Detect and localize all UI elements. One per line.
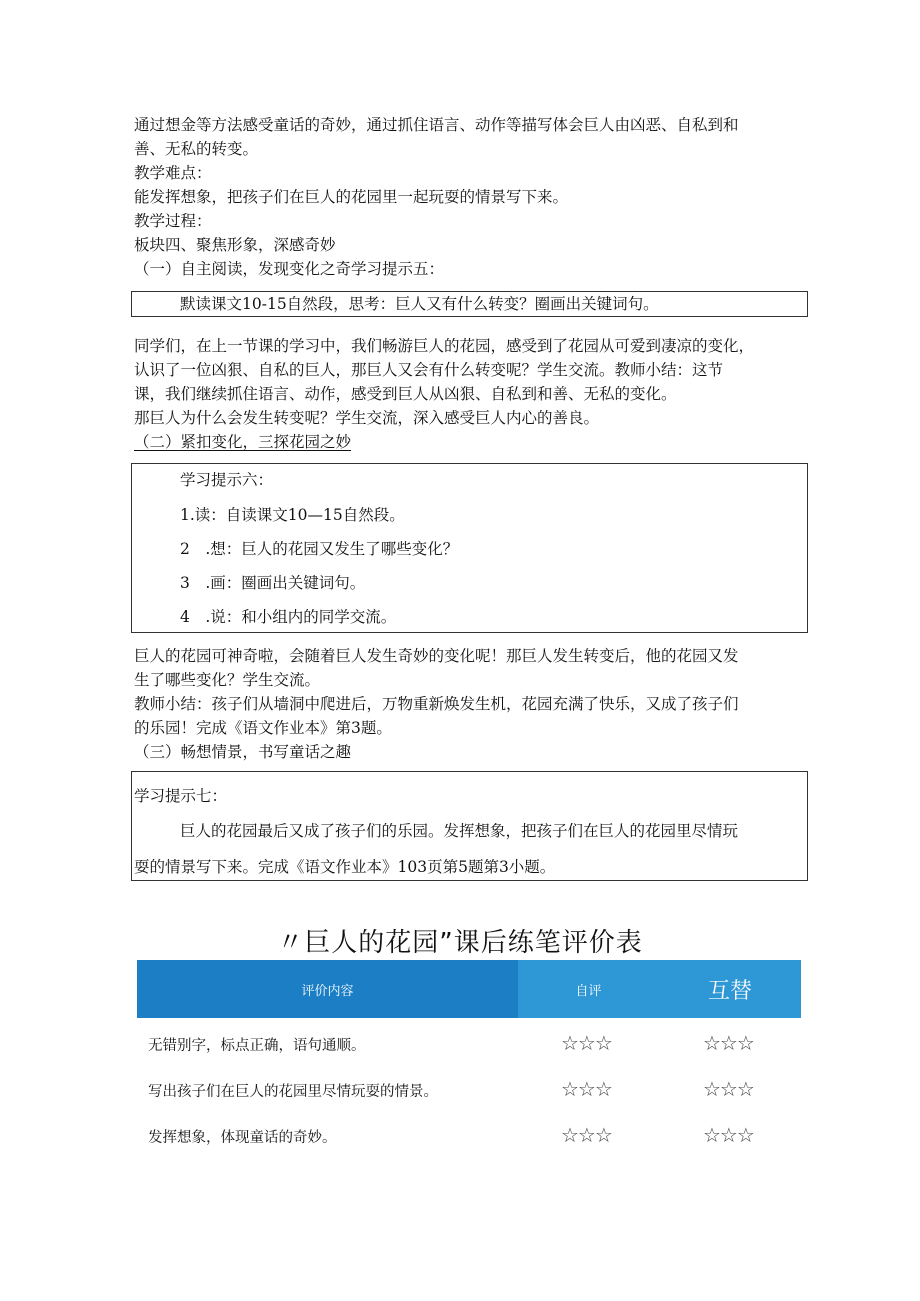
paragraph-1-line-1: 同学们，在上一节课的学习中，我们畅游巨人的花园，感受到了花园从可爱到凄凉的变化， — [134, 337, 755, 355]
table-header-self — [518, 960, 659, 1018]
subsection-3-heading: （三）畅想情景，书写童话之趣 — [134, 743, 352, 761]
table-header-content-label: 评价内容 — [301, 983, 354, 999]
paragraph-3-line-2: 生了哪些变化？学生交流。 — [134, 671, 321, 689]
table-header-self-label: 自评 — [575, 983, 602, 999]
tip-box-5 — [131, 291, 808, 317]
tip-box-7-line-1: 巨人的花园最后又成了孩子们的乐园。发挥想象，把孩子们在巨人的花园里尽情玩 — [180, 822, 739, 840]
tip-box-6-item-3: 3 .画：圈画出关键词句。 — [180, 574, 366, 592]
table-header-peer — [659, 960, 801, 1018]
table-row-3-peer-stars: ☆☆☆ — [703, 1123, 754, 1147]
subsection-1-heading: （一）自主阅读，发现变化之奇学习提示五： — [134, 260, 445, 278]
process-heading: 教学过程： — [134, 212, 212, 230]
paragraph-1-line-3: 课，我们继续抓住语言、动作，感受到巨人从凶狠、自私到和善、无私的变化。 — [134, 385, 677, 403]
tip-box-7-line-2: 耍的情景写下来。完成《语文作业本》103页第5题第3小题。 — [134, 858, 556, 876]
paragraph-2: 那巨人为什么会发生转变呢？学生交流，深入感受巨人内心的善良。 — [134, 409, 600, 427]
difficulty-text: 能发挥想象，把孩子们在巨人的花园里一起玩耍的情景写下来。 — [134, 188, 569, 206]
table-row-2-peer-stars: ☆☆☆ — [703, 1077, 754, 1101]
tip-box-6-item-4: 4 .说：和小组内的同学交流。 — [180, 608, 397, 626]
table-row-3-label: 发挥想象，体现童话的奇妙。 — [148, 1130, 337, 1146]
tip-box-6-title: 学习提示六： — [180, 471, 274, 489]
tip-box-7 — [131, 771, 808, 881]
table-row-1-self-stars: ☆☆☆ — [561, 1031, 612, 1055]
table-row-1-label: 无错别字，标点正确，语句通顺。 — [148, 1038, 366, 1054]
paragraph-1-line-2: 认识了一位凶狠、自私的巨人，那巨人又会有什么转变呢？学生交流。教师小结：这节 — [134, 361, 724, 379]
tip-box-6 — [131, 463, 808, 633]
table-header-peer-label: 互替 — [707, 978, 752, 1004]
section-heading: 板块四、聚焦形象，深感奇妙 — [134, 236, 336, 254]
tip-box-7-title: 学习提示七： — [134, 787, 228, 805]
difficulty-heading: 教学难点： — [134, 164, 212, 182]
table-row-3-self-stars: ☆☆☆ — [561, 1123, 612, 1147]
table-row-1-peer-stars: ☆☆☆ — [703, 1031, 754, 1055]
paragraph-3-line-1: 巨人的花园可神奇啦，会随着巨人发生奇妙的变化呢！那巨人发生转变后，他的花园又发 — [134, 647, 739, 665]
tip-box-6-item-1: 1.读：自读课文10—15自然段。 — [180, 506, 405, 524]
objective-line-2: 善、无私的转变。 — [134, 140, 259, 158]
paragraph-4-line-2: 的乐园！完成《语文作业本》第3题。 — [134, 719, 392, 737]
subsection-2-heading: （二）紧扣变化，三探花园之妙 — [134, 433, 352, 451]
tip-box-5-text: 默读课文10-15自然段，思考：巨人又有什么转变？圈画出关键词句。 — [180, 295, 659, 313]
table-row-2-label: 写出孩子们在巨人的花园里尽情玩耍的情景。 — [148, 1084, 438, 1100]
evaluation-table-title: 〃巨人的花园”课后练笔评价表 — [277, 928, 643, 958]
tip-box-6-item-2: 2 .想：巨人的花园又发生了哪些变化？ — [180, 540, 459, 558]
paragraph-4-line-1: 教师小结：孩子们从墙洞中爬进后，万物重新焕发生机，花园充满了快乐，又成了孩子们 — [134, 695, 739, 713]
objective-line-1: 通过想金等方法感受童话的奇妙，通过抓住语言、动作等描写体会巨人由凶恶、自私到和 — [134, 116, 739, 134]
table-row-2-self-stars: ☆☆☆ — [561, 1077, 612, 1101]
table-header-content — [137, 960, 518, 1018]
